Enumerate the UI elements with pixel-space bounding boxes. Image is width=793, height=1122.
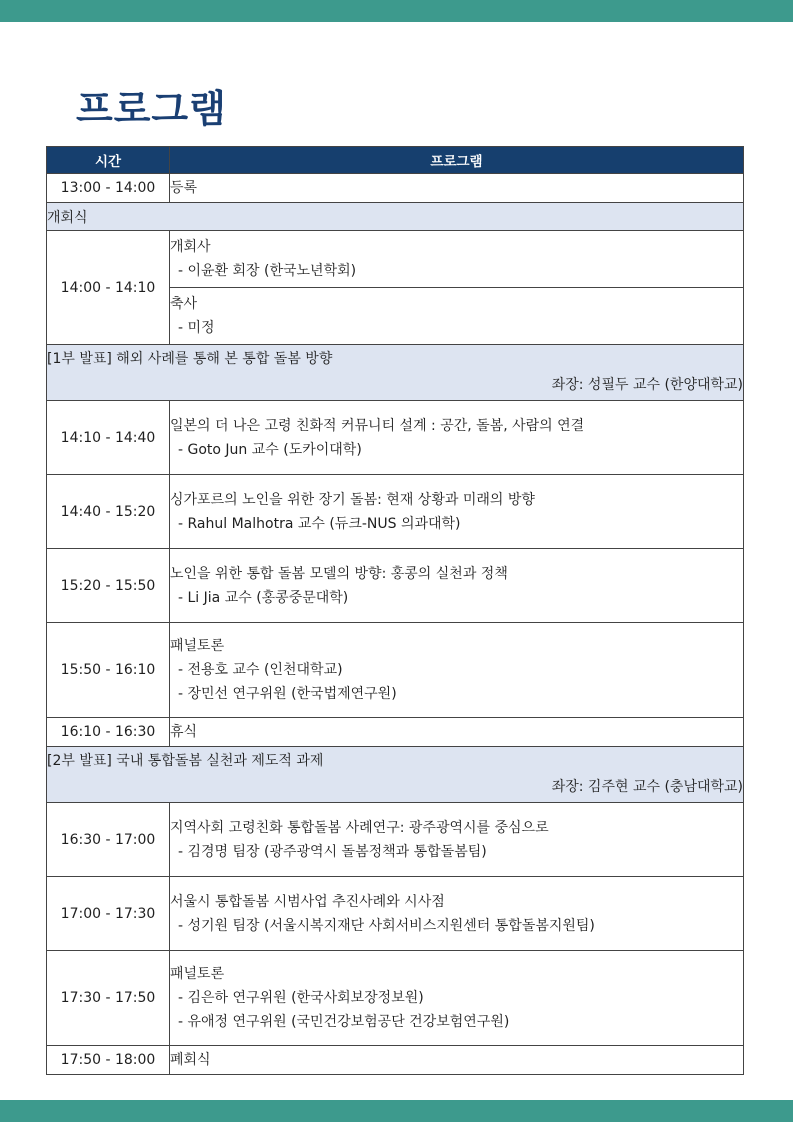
table-row-registration [47,174,744,203]
program-cell: 휴식 [170,718,744,747]
time-cell: 15:20 - 15:50 [47,549,170,623]
time-cell: 17:50 - 18:00 [47,1046,170,1075]
table-row-welcome [47,231,744,288]
time-cell: 14:00 - 14:10 [47,231,170,345]
program-cell [170,549,744,623]
program-title: 개회사 [170,239,211,255]
panel-speaker: - 유애정 연구위원 (국민건강보험공단 건강보험연구원) [178,1014,510,1030]
table-header-row [47,147,744,174]
program-speaker: - Li Jia 교수 (홍콩중문대학) [178,589,349,606]
program-title: 패널토론 [170,638,225,654]
table-row [47,549,744,623]
program-speaker: - 성기원 팀장 (서울시복지재단 사회서비스지원센터 통합돌봄지원팀) [178,917,595,934]
session-title: [1부 발표] 해외 사례를 통해 본 통합 돌봄 방향 [47,351,333,367]
program-cell: 등록 [170,174,744,203]
panel-speaker: - 장민선 연구위원 (한국법제연구원) [178,686,397,702]
header-program: 프로그램 [170,147,744,174]
session-chair: 좌장: 김주현 교수 (충남대학교) [551,779,743,795]
section-row-session2 [47,747,744,803]
time-cell: 15:50 - 16:10 [47,623,170,718]
program-cell [170,288,744,345]
table-row-panel [47,623,744,718]
session-header [47,345,744,401]
panel-speaker: - 김은하 연구위원 (한국사회보장정보원) [178,990,424,1006]
table-row-closing [47,1046,744,1075]
panel-speaker: - 전용호 교수 (인천대학교) [178,662,343,678]
time-cell: 16:10 - 16:30 [47,718,170,747]
program-cell [170,401,744,475]
program-speaker: - 이윤환 회장 (한국노년학회) [178,263,357,279]
section-title: 개회식 [47,203,744,231]
program-speaker: - 미정 [178,320,215,336]
time-cell: 17:30 - 17:50 [47,951,170,1046]
table-row-break [47,718,744,747]
time-cell: 14:40 - 15:20 [47,475,170,549]
section-row-opening [47,203,744,231]
program-speaker: - Goto Jun 교수 (도카이대학) [178,441,362,458]
page-title: 프로그램 [76,87,227,131]
program-cell [170,475,744,549]
program-cell [170,877,744,951]
session-header [47,747,744,803]
program-title: 일본의 더 나은 고령 친화적 커뮤니티 설계 : 공간, 돌봄, 사람의 연결 [170,417,585,434]
table-row [47,877,744,951]
time-cell: 13:00 - 14:00 [47,174,170,203]
program-title: 축사 [170,296,198,312]
program-speaker: - Rahul Malhotra 교수 (듀크-NUS 의과대학) [178,515,461,532]
section-row-session1 [47,345,744,401]
session-title: [2부 발표] 국내 통합돌봄 실천과 제도적 과제 [47,753,324,769]
program-cell [170,231,744,288]
time-cell: 14:10 - 14:40 [47,401,170,475]
table-row-panel [47,951,744,1046]
program-title: 싱가포르의 노인을 위한 장기 돌봄: 현재 상황과 미래의 방향 [170,491,535,508]
header-time: 시간 [47,147,170,174]
program-cell [170,623,744,718]
bottom-accent-band [0,1100,793,1122]
table-row [47,475,744,549]
session-chair: 좌장: 성필두 교수 (한양대학교) [551,377,743,393]
program-title: 패널토론 [170,966,225,982]
top-accent-band [0,0,793,22]
program-table [46,146,744,1075]
program-title: 노인을 위한 통합 돌봄 모델의 방향: 홍콩의 실천과 정책 [170,565,508,582]
program-speaker: - 김경명 팀장 (광주광역시 돌봄정책과 통합돌봄팀) [178,843,487,860]
table-row [47,401,744,475]
program-title: 서울시 통합돌봄 시범사업 추진사례와 시사점 [170,893,445,910]
program-title: 지역사회 고령친화 통합돌봄 사례연구: 광주광역시를 중심으로 [170,819,549,836]
program-cell [170,951,744,1046]
time-cell: 17:00 - 17:30 [47,877,170,951]
program-cell [170,803,744,877]
table-row [47,803,744,877]
program-cell: 폐회식 [170,1046,744,1075]
time-cell: 16:30 - 17:00 [47,803,170,877]
